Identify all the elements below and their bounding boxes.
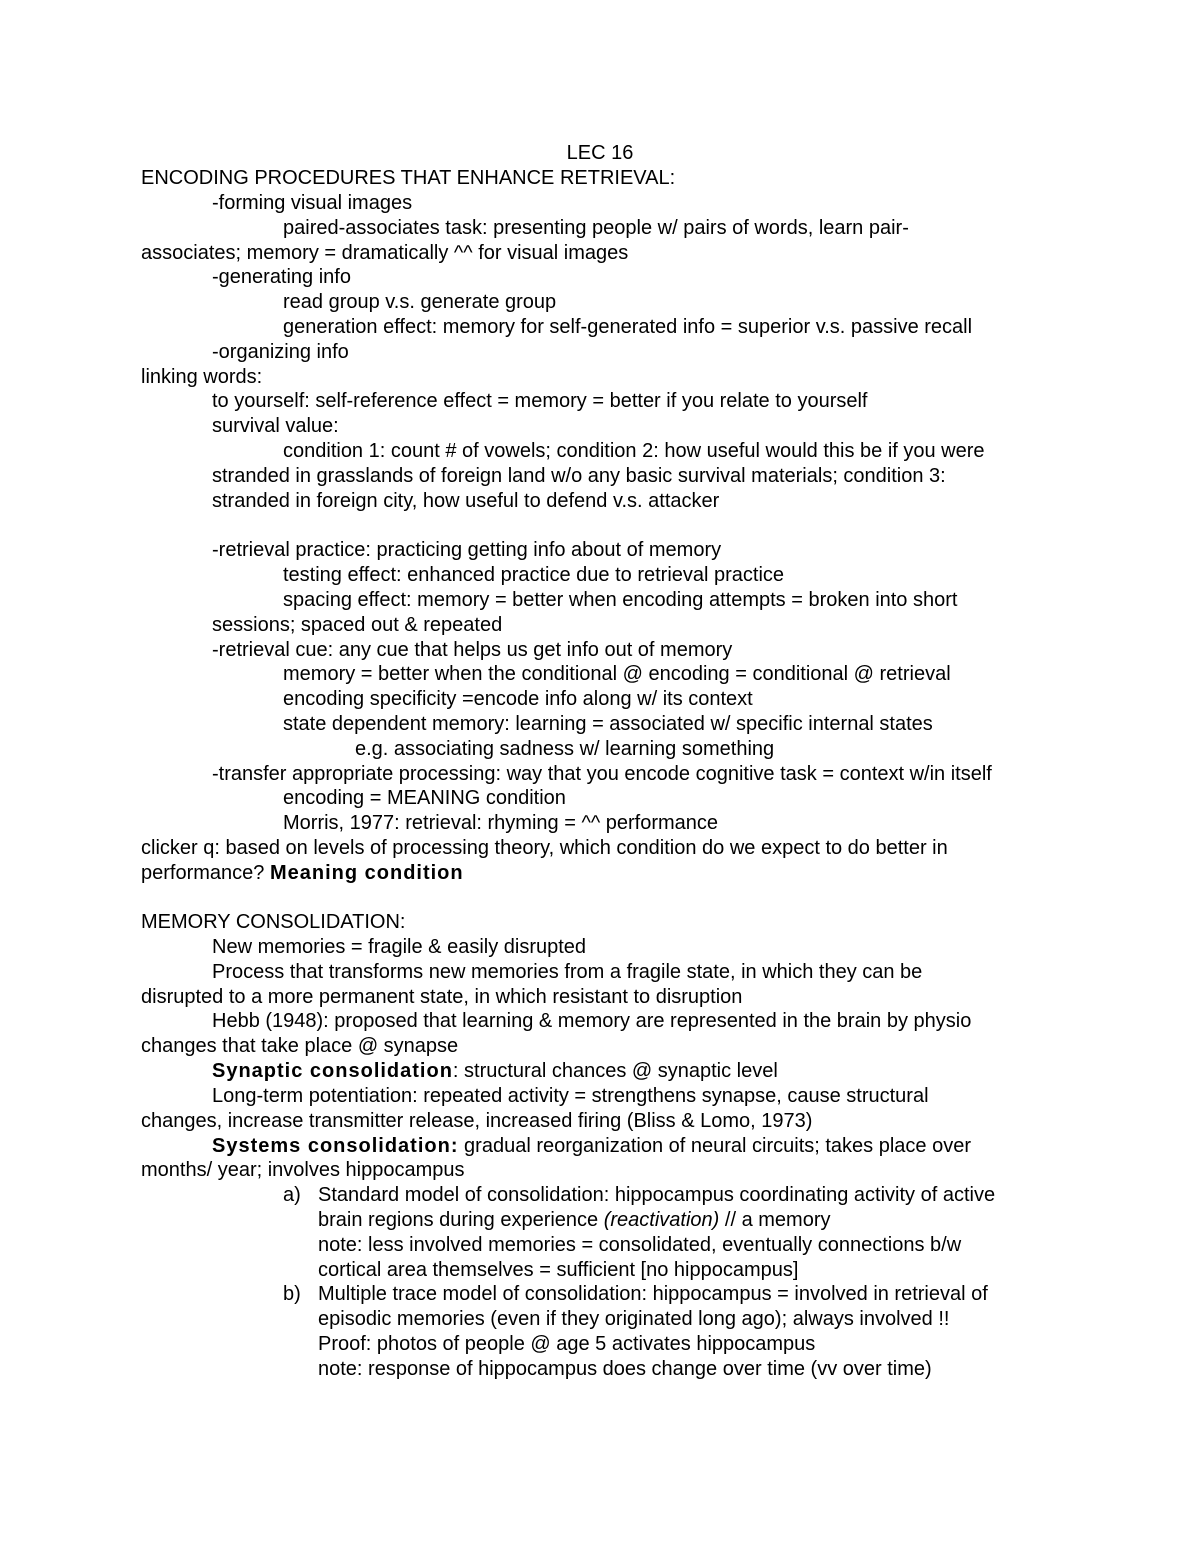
text-line: changes, increase transmitter release, increased firing (Bliss & Lomo, 1973) [141,1110,813,1132]
text-line: -forming visual images [212,192,413,214]
text-line: survival value: [212,415,339,437]
list-item-a-line [318,1208,1070,1233]
text-line: sessions; spaced out & repeated [212,614,503,636]
text-line: encoding specificity =encode info along w/ its context [283,688,753,710]
text-span: brain regions during experience [318,1209,604,1231]
clicker-question-text: performance? [141,862,270,884]
text-line: memory = better when the conditional @ encoding = conditional @ retrieval [283,663,951,685]
section-heading-consolidation: MEMORY CONSOLIDATION: [141,911,406,933]
synaptic-consolidation-term: Synaptic consolidation [212,1060,453,1082]
text-line: months/ year; involves hippocampus [141,1159,465,1181]
list-item-a-line: Standard model of consolidation: hippocampus coordinating activity of active [318,1184,996,1206]
text-line: disrupted to a more permanent state, in which resistant to disruption [141,986,743,1008]
list-item-b-line: episodic memories (even if they originated long ago); always involved !! [318,1308,950,1330]
text-line: generation effect: memory for self-generated info = superior v.s. passive recall [283,316,973,338]
reactivation-term: (reactivation) [603,1209,720,1231]
text-line: stranded in grasslands of foreign land w/o any basic survival materials; condition 3: [212,465,946,487]
text-line: stranded in foreign city, how useful to defend v.s. attacker [212,490,720,512]
text-line: -generating info [212,266,351,288]
text-line: testing effect: enhanced practice due to retrieval practice [283,564,785,586]
synaptic-consolidation-text: : structural chances @ synaptic level [452,1060,778,1082]
text-line: clicker q: based on levels of processing theory, which condition do we expect to do better in [141,837,948,859]
text-line: Process that transforms new memories from a fragile state, in which they can be [212,961,923,983]
text-line [212,1059,1070,1084]
list-item-a-line: cortical area themselves = sufficient [no hippocampus] [318,1259,799,1281]
text-line: state dependent memory: learning = associated w/ specific internal states [283,713,933,735]
list-item-b-line: Multiple trace model of consolidation: hippocampus = involved in retrieval of [318,1283,988,1305]
list-item-a-line: note: less involved memories = consolidated, eventually connections b/w [318,1234,962,1256]
list-marker-b: b) [283,1283,301,1305]
text-line: New memories = fragile & easily disrupted [212,936,587,958]
text-line: encoding = MEANING condition [283,787,566,809]
text-line: -retrieval practice: practicing getting info about of memory [212,539,722,561]
systems-consolidation-text: gradual reorganization of neural circuits; takes place over [458,1135,971,1157]
text-line: e.g. associating sadness w/ learning something [355,738,775,760]
text-line [141,861,1070,886]
clicker-answer: Meaning condition [269,862,464,884]
list-item-b-line: note: response of hippocampus does change over time (vv over time) [318,1358,932,1380]
text-line: Hebb (1948): proposed that learning & memory are represented in the brain by physio [212,1010,972,1032]
text-line: to yourself: self-reference effect = memory = better if you relate to yourself [212,390,868,412]
text-line: linking words: [141,366,263,388]
section-heading-encoding: ENCODING PROCEDURES THAT ENHANCE RETRIEVAL: [141,167,676,189]
list-marker-a: a) [283,1184,301,1206]
text-line: paired-associates task: presenting people w/ pairs of words, learn pair- [283,217,909,239]
page-title: LEC 16 [566,142,634,164]
text-span: // a memory [719,1209,831,1231]
text-line: -retrieval cue: any cue that helps us get info out of memory [212,639,733,661]
text-line: changes that take place @ synapse [141,1035,459,1057]
text-line: -organizing info [212,341,349,363]
text-line: Morris, 1977: retrieval: rhyming = ^^ performance [283,812,719,834]
text-line: -transfer appropriate processing: way that you encode cognitive task = context w/in itself [212,763,992,785]
text-line: spacing effect: memory = better when encoding attempts = broken into short [283,589,958,611]
list-item-b-line: Proof: photos of people @ age 5 activates hippocampus [318,1333,816,1355]
text-line: Long-term potentiation: repeated activity = strengthens synapse, cause structural [212,1085,929,1107]
text-line [212,1134,1070,1159]
text-line: associates; memory = dramatically ^^ for visual images [141,242,629,264]
systems-consolidation-term: Systems consolidation: [212,1135,459,1157]
text-line: condition 1: count # of vowels; condition 2: how useful would this be if you were [283,440,985,462]
text-line: read group v.s. generate group [283,291,557,313]
